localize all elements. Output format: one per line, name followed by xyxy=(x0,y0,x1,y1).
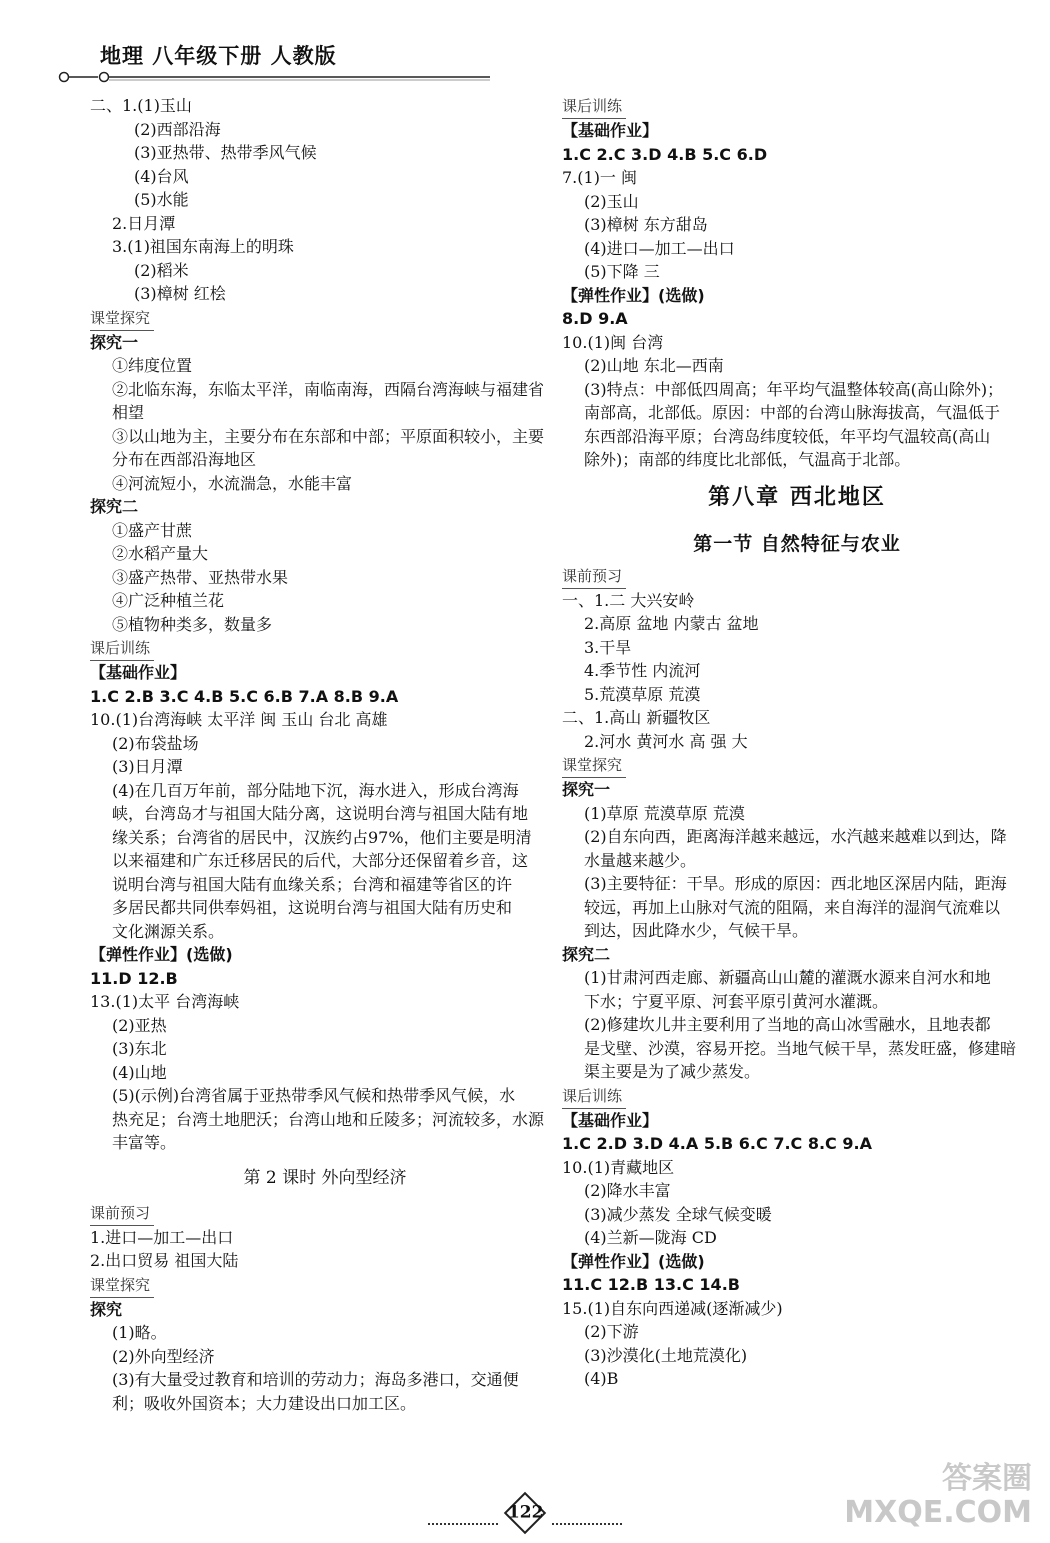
section-heading: 课前预习 xyxy=(562,564,626,589)
answer-line: (3)樟树 红桧 xyxy=(134,284,226,303)
answer-line: (3)樟树 东方甜岛 xyxy=(584,215,708,234)
right-column xyxy=(562,94,1032,1391)
answer-line: 探究一 xyxy=(562,780,611,799)
answer-line: ④广泛种植兰花 xyxy=(112,591,225,610)
answer-line: (5)(示例)台湾省属于亚热带季风气候和热带季风气候，水 xyxy=(112,1086,516,1105)
section-heading-row xyxy=(562,753,1032,778)
answer-line: (4)B xyxy=(584,1369,619,1388)
answer-line: (2)下游 xyxy=(584,1322,639,1341)
section-heading-row xyxy=(562,1084,1032,1109)
answer-line: (2)降水丰富 xyxy=(584,1181,671,1200)
answer-line: (2)外向型经济 xyxy=(112,1346,215,1366)
answer-line: 相望 xyxy=(112,403,145,422)
watermark xyxy=(844,1462,1032,1530)
answer-line: (3)减少蒸发 全球气候变暖 xyxy=(584,1204,772,1224)
page-number-text: 122 xyxy=(507,1502,544,1523)
answer-line: 【弹性作业】(选做) xyxy=(90,945,233,964)
section-heading: 第一节 自然特征与农业 xyxy=(693,532,901,555)
answer-line: (1)甘肃河西走廊、新疆高山山麓的灌溉水源来自河水和地 xyxy=(584,968,991,987)
section-heading-row xyxy=(562,94,1032,119)
answer-line: 分布在西部沿海地区 xyxy=(112,450,257,469)
answer-line: 到达，因此降水少，气候干旱。 xyxy=(584,921,809,940)
dots-left xyxy=(428,1523,498,1525)
section-heading: 课堂探究 xyxy=(90,306,154,331)
answer-line: (4)在几百万年前，部分陆地下沉，海水进入，形成台湾海 xyxy=(112,780,519,800)
answer-line: (4)山地 xyxy=(112,1062,167,1082)
answer-line: 热充足；台湾土地肥沃；台湾山地和丘陵多；河流较多，水源 xyxy=(112,1109,545,1129)
answer-line: 二、1.(1)玉山 xyxy=(90,96,192,115)
answer-line: 下水；宁夏平原、河套平原引黄河水灌溉。 xyxy=(584,991,889,1011)
answer-line: 【基础作业】 xyxy=(562,121,659,140)
answer-line: 2.高原 盆地 内蒙古 盆地 xyxy=(584,614,759,633)
answer-line: 较远，再加上山脉对气流的阻隔，来自海洋的湿润气流难以 xyxy=(584,897,1001,917)
section-heading-row xyxy=(562,564,1032,589)
answer-line: (2)亚热 xyxy=(112,1015,167,1035)
answer-line: ②北临东海，东临太平洋，南临南海，西隔台湾海峡与福建省 xyxy=(112,379,545,399)
section-heading: 课后训练 xyxy=(562,94,626,119)
answer-line: 1.进口—加工—出口 xyxy=(90,1227,234,1247)
answer-line: 1.C 2.C 3.D 4.B 5.C 6.D xyxy=(562,144,768,164)
section-heading: 课后训练 xyxy=(562,1084,626,1109)
answer-line: (3)主要特征：干旱。形成的原因：西北地区深居内陆，距海 xyxy=(584,874,1007,893)
answer-line: 缘关系；台湾省的居民中，汉族约占97%，他们主要是明清 xyxy=(112,827,532,847)
answer-line: (3)沙漠化(土地荒漠化) xyxy=(584,1345,748,1365)
answer-line: 探究一 xyxy=(90,332,139,352)
answer-line: 丰富等。 xyxy=(112,1133,177,1152)
page-number-diamond xyxy=(504,1492,546,1534)
watermark-line1: 答案圈 xyxy=(942,1461,1032,1496)
answer-line: 探究二 xyxy=(562,944,611,964)
answer-line: (4)进口—加工—出口 xyxy=(584,238,735,258)
answer-line: 2.日月潭 xyxy=(112,213,176,233)
answer-line: (2)布袋盐场 xyxy=(112,733,199,753)
answer-line: 多居民都共同供奉妈祖，这说明台湾与祖国大陆有历史和 xyxy=(112,898,513,917)
answer-line: 东西部沿海平原；台湾岛纬度较低，年平均气温较高(高山 xyxy=(584,426,991,446)
answer-line: 水量越来越少。 xyxy=(584,850,697,870)
answer-line: ①盛产甘蔗 xyxy=(112,520,193,540)
section-heading-row xyxy=(90,306,560,331)
answer-line: 4.季节性 内流河 xyxy=(584,661,701,680)
answer-line: ①纬度位置 xyxy=(112,356,193,375)
answer-line: 峡，台湾岛才与祖国大陆分离，这说明台湾与祖国大陆有地 xyxy=(112,804,529,823)
header-title: 地理 八年级下册 人教版 xyxy=(100,44,337,68)
answer-line: (2)自东向西，距离海洋越来越远，水汽越来越难以到达，降 xyxy=(584,827,1007,846)
answer-line: (3)日月潭 xyxy=(112,757,183,776)
answer-line: (3)有大量受过教育和培训的劳动力；海岛多港口，交通便 xyxy=(112,1370,519,1389)
answer-line: (3)亚热带、热带季风气候 xyxy=(134,143,317,162)
chapter-title: 第八章 西北地区 xyxy=(708,484,886,510)
answer-line: ②水稻产量大 xyxy=(112,544,209,563)
answer-line: 3.(1)祖国东南海上的明珠 xyxy=(112,237,294,256)
answer-line: 【弹性作业】(选做) xyxy=(562,1251,705,1271)
answer-line: 10.(1)青藏地区 xyxy=(562,1157,675,1177)
answer-line: ④河流短小，水流湍急，水能丰富 xyxy=(112,473,353,493)
answer-line: 1.C 2.B 3.C 4.B 5.C 6.B 7.A 8.B 9.A xyxy=(90,686,399,706)
answer-line: ③以山地为主，主要分布在东部和中部；平原面积较小，主要 xyxy=(112,426,545,446)
answer-line: ③盛产热带、亚热带水果 xyxy=(112,567,289,587)
answer-line: (1)草原 荒漠草原 荒漠 xyxy=(584,803,745,823)
answer-line: (3)东北 xyxy=(112,1039,167,1058)
answer-line: 2.出口贸易 祖国大陆 xyxy=(90,1251,239,1270)
answer-line: (5)下降 三 xyxy=(584,262,660,281)
left-column xyxy=(90,94,560,1415)
answer-line: 1.C 2.D 3.D 4.A 5.B 6.C 7.C 8.C 9.A xyxy=(562,1134,872,1153)
answer-line: 以来福建和广东迁移居民的后代，大部分还保留着乡音，这 xyxy=(112,851,529,870)
answer-line: 3.干旱 xyxy=(584,637,632,657)
answer-line: (2)西部沿海 xyxy=(134,119,221,139)
answer-line: 文化渊源关系。 xyxy=(112,921,225,941)
answer-line: 【弹性作业】(选做) xyxy=(562,285,705,305)
answer-line: 7.(1)一 闽 xyxy=(562,168,638,187)
answer-line: (4)台风 xyxy=(134,166,189,186)
answer-line: 利；吸收外国资本；大力建设出口加工区。 xyxy=(112,1393,417,1413)
answer-line: 8.D 9.A xyxy=(562,309,628,328)
answer-line: 是戈壁、沙漠，容易开挖。当地气候干旱，蒸发旺盛，修建暗 xyxy=(584,1038,1017,1058)
answer-line: 11.C 12.B 13.C 14.B xyxy=(562,1275,740,1294)
answer-line: 说明台湾与祖国大陆有血缘关系；台湾和福建等省区的许 xyxy=(112,874,513,894)
section-heading-row xyxy=(90,1273,560,1298)
answer-line: (2)修建坎儿井主要利用了当地的高山冰雪融水，且地表都 xyxy=(584,1015,991,1034)
answer-line: (2)玉山 xyxy=(584,191,639,211)
section-heading-row xyxy=(90,1201,560,1226)
answer-line: 13.(1)太平 台湾海峡 xyxy=(90,992,240,1011)
answer-line: 15.(1)自东向西递减(逐渐减少) xyxy=(562,1298,783,1318)
answer-line: (5)水能 xyxy=(134,190,189,209)
answer-line: (2)稻米 xyxy=(134,260,189,280)
section-heading: 课堂探究 xyxy=(90,1273,154,1298)
answer-line: 【基础作业】 xyxy=(562,1110,659,1130)
header-rule xyxy=(58,70,490,84)
answer-line: 5.荒漠草原 荒漠 xyxy=(584,684,701,704)
section-heading: 课前预习 xyxy=(90,1201,154,1226)
answer-line: 10.(1)台湾海峡 太平洋 闽 玉山 台北 高雄 xyxy=(90,710,388,729)
answer-line: (4)兰新—陇海 CD xyxy=(584,1228,717,1247)
answer-line: 2.河水 黄河水 高 强 大 xyxy=(584,731,748,751)
watermark-line2: MXQE.COM xyxy=(844,1495,1032,1530)
answer-line: ⑤植物种类多，数量多 xyxy=(112,614,273,634)
section-heading: 课后训练 xyxy=(90,636,154,661)
answer-line: 一、1.二 大兴安岭 xyxy=(562,590,695,610)
lesson-title: 第 2 课时 外向型经济 xyxy=(243,1167,407,1188)
answer-line: (3)特点：中部低四周高；年平均气温整体较高(高山除外)； xyxy=(584,379,1004,399)
answer-line: 【基础作业】 xyxy=(90,663,187,682)
answer-line: 渠主要是为了减少蒸发。 xyxy=(584,1062,761,1081)
answer-line: 11.D 12.B xyxy=(90,968,178,988)
section-heading-row xyxy=(90,636,560,661)
answer-line: 南部高，北部低。原因：中部的台湾山脉海拔高，气温低于 xyxy=(584,403,1001,422)
answer-line: (1)略。 xyxy=(112,1323,167,1342)
answer-line: (2)山地 东北—西南 xyxy=(584,356,724,375)
answer-line: 二、1.高山 新疆牧区 xyxy=(562,708,711,727)
section-heading: 课堂探究 xyxy=(562,753,626,778)
answer-line: 除外)；南部的纬度比北部低，气温高于北部。 xyxy=(584,450,911,469)
dots-right xyxy=(552,1523,622,1525)
answer-line: 探究 xyxy=(90,1299,123,1319)
answer-line: 10.(1)闽 台湾 xyxy=(562,332,664,352)
answer-line: 探究二 xyxy=(90,497,139,516)
